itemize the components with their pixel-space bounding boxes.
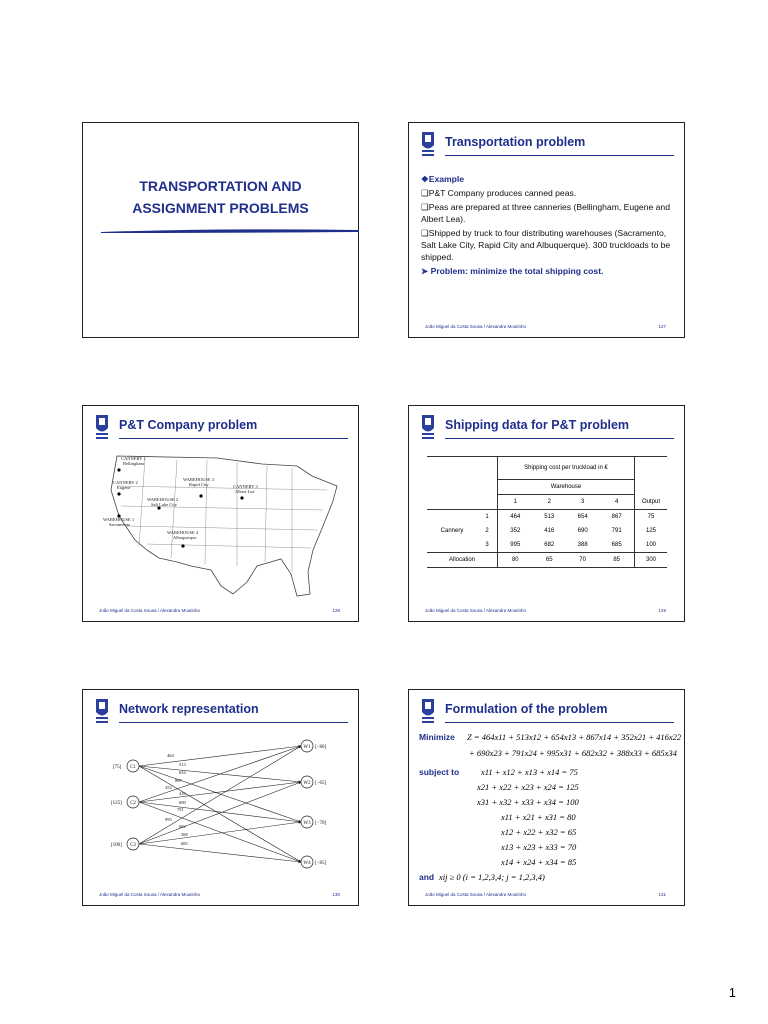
cost-cell: 685 bbox=[611, 542, 622, 548]
map-label-warehouse1: WAREHOUSE 1 bbox=[103, 517, 135, 522]
allocation-cell: 70 bbox=[579, 557, 586, 563]
slide-footer: João Miguel da Costa Sousa / Alexandra Moutinho bbox=[425, 608, 527, 613]
cost-cell: 416 bbox=[544, 528, 555, 534]
header-cost: Shipping cost per truckload in € bbox=[498, 457, 635, 480]
slide-footer: João Miguel da Costa Sousa / Alexandra Moutinho bbox=[425, 324, 527, 329]
cost-cell: 867 bbox=[611, 514, 622, 520]
cost-cell: 654 bbox=[577, 514, 588, 520]
constraint-3: x31 + x32 + x33 + x34 = 100 bbox=[477, 797, 579, 807]
supply-label: [100] bbox=[111, 843, 122, 848]
bullet-text: P&T Company produces canned peas. bbox=[428, 188, 577, 198]
slide-title: Transportation problem bbox=[445, 135, 586, 149]
cost-cell: 464 bbox=[498, 510, 533, 525]
minimize-label: Minimize bbox=[419, 732, 455, 742]
objective-line1: Z = 464x11 + 513x12 + 654x13 + 867x14 + 352x21 + 416x22 bbox=[467, 732, 682, 742]
example-heading: ❖Example bbox=[421, 174, 465, 184]
total-cell: 300 bbox=[635, 553, 668, 568]
output-header: Output bbox=[635, 495, 668, 510]
row-index: 3 bbox=[485, 542, 489, 548]
allocation-cell: 85 bbox=[613, 557, 621, 563]
arc-cost: 416 bbox=[179, 791, 186, 796]
slide-company-map bbox=[82, 405, 359, 622]
deck-title bbox=[83, 175, 358, 219]
map-label-albert-lea: Albert Lea bbox=[235, 489, 255, 494]
node-label: W1 bbox=[303, 745, 311, 750]
usa-map bbox=[97, 446, 347, 601]
slide-title: P&T Company problem bbox=[119, 418, 258, 432]
constraint-1: x11 + x12 + x13 + x14 = 75 bbox=[481, 767, 578, 777]
university-logo-icon bbox=[95, 698, 109, 725]
node-label: W2 bbox=[303, 781, 311, 786]
map-label-warehouse2: WAREHOUSE 2 bbox=[147, 497, 179, 502]
arc-cost: 513 bbox=[179, 762, 186, 767]
slide-number: 127 bbox=[658, 324, 666, 329]
nonnegativity: xij ≥ 0 (i = 1,2,3,4; j = 1,2,3,4) bbox=[439, 872, 545, 882]
network-diagram bbox=[93, 732, 353, 882]
constraint-4: x11 + x21 + x31 = 80 bbox=[501, 812, 576, 822]
slide-body bbox=[421, 173, 679, 277]
slide-footer: João Miguel da Costa Sousa / Alexandra Moutinho bbox=[99, 892, 201, 897]
allocation-cell: 80 bbox=[498, 553, 533, 568]
slide-footer: João Miguel da Costa Sousa / Alexandra Moutinho bbox=[99, 608, 201, 613]
problem-text: Problem: minimize the total shipping cost. bbox=[430, 266, 604, 276]
and-label: and bbox=[419, 872, 435, 882]
table-row bbox=[427, 524, 667, 538]
university-logo-icon bbox=[421, 698, 435, 725]
subject-to-label: subject to bbox=[419, 767, 460, 777]
cost-cell: 388 bbox=[577, 542, 588, 548]
map-label-warehouse4: WAREHOUSE 4 bbox=[167, 530, 199, 535]
arc-cost: 791 bbox=[177, 807, 184, 812]
supply-label: [75] bbox=[113, 765, 122, 770]
allocation-cell: 65 bbox=[545, 557, 553, 563]
constraint-5: x12 + x22 + x32 = 65 bbox=[501, 827, 577, 837]
university-logo-icon bbox=[421, 414, 435, 441]
map-label-bellingham: Bellingham bbox=[123, 461, 144, 466]
cost-cell: 352 bbox=[498, 524, 533, 538]
output-cell: 75 bbox=[635, 510, 668, 525]
university-logo-icon bbox=[95, 414, 109, 441]
title-rule bbox=[445, 438, 674, 439]
output-cell: 125 bbox=[635, 524, 668, 538]
node-label: C3 bbox=[130, 843, 136, 848]
slide-title: Network representation bbox=[119, 702, 259, 716]
slide-shipping-data bbox=[408, 405, 685, 622]
col-header: 3 bbox=[580, 499, 585, 505]
slide-formulation bbox=[408, 689, 685, 906]
slide-number: 129 bbox=[658, 608, 666, 613]
supply-label: [125] bbox=[111, 801, 122, 806]
row-index: 2 bbox=[485, 528, 489, 534]
map-label-cannery2: CANNERY 2 bbox=[113, 480, 138, 485]
slide-transportation-problem bbox=[408, 122, 685, 338]
example-label: Example bbox=[428, 174, 465, 184]
slide-number: 130 bbox=[332, 892, 340, 897]
node-label: C2 bbox=[130, 801, 136, 806]
slide-footer: João Miguel da Costa Sousa / Alexandra Moutinho bbox=[425, 892, 527, 897]
col-header: 2 bbox=[547, 499, 551, 505]
table-row bbox=[427, 510, 667, 525]
arc-cost: 685 bbox=[181, 841, 188, 846]
bullet-3: ❑Shipped by truck to four distributing warehouses (Sacramento, Salt Lake City, Rapid City and Albuquerque). 300 truckloads to be shipped. bbox=[421, 228, 671, 262]
bullet-2: ❑Peas are prepared at three canneries (Bellingham, Eugene and Albert Lea). bbox=[421, 202, 670, 224]
node-label: C1 bbox=[130, 765, 136, 770]
university-logo-icon bbox=[421, 131, 435, 158]
cost-cell: 791 bbox=[611, 528, 622, 534]
problem-statement: ➤ Problem: minimize the total shipping cost. bbox=[421, 266, 604, 276]
title-underline bbox=[101, 227, 359, 235]
output-cell: 100 bbox=[635, 538, 668, 553]
map-label-salt-lake: Salt Lake City bbox=[151, 502, 177, 507]
demand-label: [−80] bbox=[315, 745, 327, 750]
slide-title: Shipping data for P&T problem bbox=[445, 418, 630, 432]
constraint-2: x21 + x22 + x23 + x24 = 125 bbox=[477, 782, 579, 792]
header-warehouse: Warehouse bbox=[498, 480, 635, 495]
constraint-6: x13 + x23 + x33 = 70 bbox=[501, 842, 577, 852]
arc-cost: 995 bbox=[165, 817, 172, 822]
allocation-label: Allocation bbox=[448, 557, 475, 563]
slide-number: 131 bbox=[658, 892, 666, 897]
title-rule bbox=[445, 722, 674, 723]
demand-label: [−85] bbox=[315, 861, 327, 866]
bullet-text: Shipped by truck to four distributing warehouses (Sacramento, Salt Lake City, Rapid City and Albuquerque). 300 truckloads to be shipped. bbox=[421, 228, 671, 262]
cost-cell: 995 bbox=[498, 538, 533, 553]
table-row bbox=[427, 538, 667, 553]
slide-network bbox=[82, 689, 359, 906]
col-header: 4 bbox=[615, 499, 619, 505]
arc-cost: 682 bbox=[179, 824, 186, 829]
map-label-cannery3: CANNERY 3 bbox=[233, 484, 258, 489]
arc-cost: 352 bbox=[165, 785, 172, 790]
node-label: W3 bbox=[303, 821, 311, 826]
arc-cost: 867 bbox=[175, 778, 182, 783]
bullet-1: ❑P&T Company produces canned peas. bbox=[421, 188, 577, 198]
slide-number: 128 bbox=[332, 608, 340, 613]
slide-title bbox=[82, 122, 359, 338]
title-rule bbox=[445, 155, 674, 156]
arc-cost: 464 bbox=[167, 753, 174, 758]
map-label-rapid-city: Rapid City bbox=[189, 482, 209, 487]
allocation-row bbox=[427, 553, 667, 568]
col-header: 1 bbox=[498, 495, 533, 510]
node-label: W4 bbox=[303, 861, 311, 866]
arc-cost: 690 bbox=[179, 800, 186, 805]
constraint-7: x14 + x24 + x34 = 85 bbox=[501, 857, 577, 867]
map-label-cannery1: CANNERY 1 bbox=[121, 456, 146, 461]
map-label-albuquerque: Albuquerque bbox=[173, 535, 197, 540]
map-label-sacramento: Sacramento bbox=[109, 522, 131, 527]
row-index: 1 bbox=[485, 514, 489, 520]
deck-title-line1: TRANSPORTATION AND bbox=[139, 178, 302, 194]
bullet-text: Peas are prepared at three canneries (Bellingham, Eugene and Albert Lea). bbox=[421, 202, 670, 224]
cost-cell: 513 bbox=[544, 514, 555, 520]
page-number: 1 bbox=[728, 985, 736, 1000]
row-group-label: Cannery bbox=[440, 528, 464, 534]
map-label-warehouse3: WAREHOUSE 3 bbox=[183, 477, 215, 482]
deck-title-line2: ASSIGNMENT PROBLEMS bbox=[132, 200, 309, 216]
demand-label: [−70] bbox=[315, 821, 327, 826]
objective-line2: + 690x23 + 791x24 + 995x31 + 682x32 + 388x33 + 685x34 bbox=[469, 748, 677, 758]
title-rule bbox=[119, 722, 348, 723]
shipping-cost-table bbox=[427, 456, 667, 568]
map-label-eugene: Eugene bbox=[117, 485, 131, 490]
arc-cost: 388 bbox=[181, 832, 188, 837]
title-rule bbox=[119, 438, 348, 439]
demand-label: [−65] bbox=[315, 781, 327, 786]
arc-cost: 654 bbox=[179, 770, 186, 775]
slide-title: Formulation of the problem bbox=[445, 702, 608, 716]
cost-cell: 690 bbox=[577, 528, 588, 534]
cost-cell: 682 bbox=[544, 542, 555, 548]
